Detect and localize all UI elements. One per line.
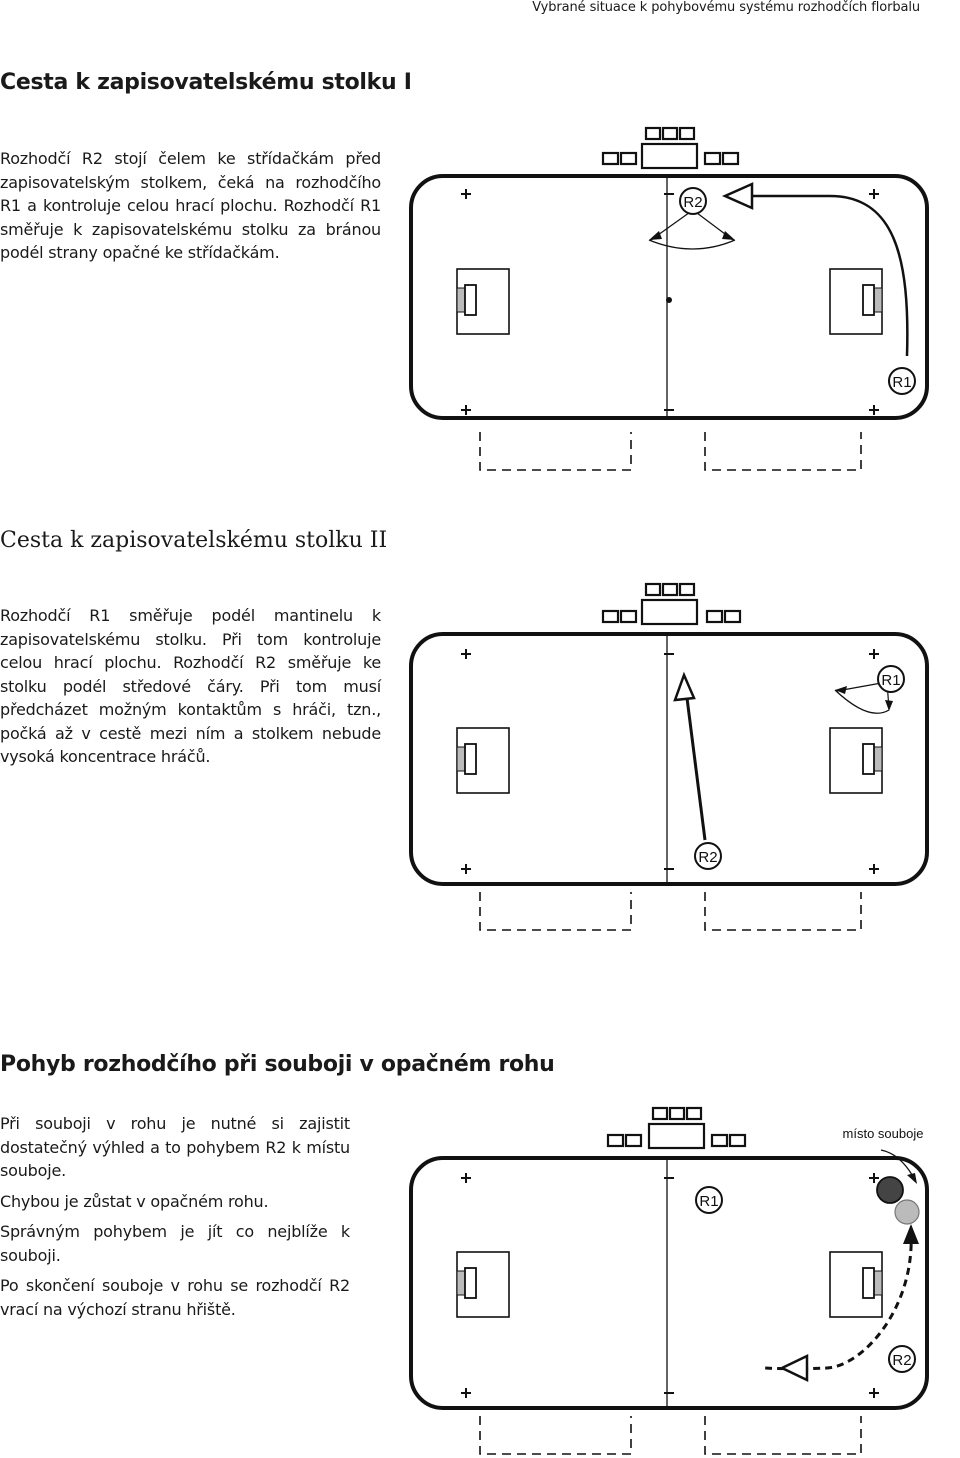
movement-arrow-r2 <box>687 698 705 840</box>
referee-label: R2 <box>683 194 703 211</box>
section-title-3: Pohyb rozhodčího při souboji v opačném rohu <box>0 1052 555 1077</box>
rink-boards <box>411 634 927 884</box>
scorer-table <box>603 584 740 624</box>
referee-r1-marker <box>696 1187 722 1213</box>
section-title-2: Cesta k zapisovatelskému stolku II <box>0 528 388 553</box>
referee-r2-marker <box>680 188 706 214</box>
referee-r2-marker <box>889 1346 915 1372</box>
player-dark <box>877 1177 903 1203</box>
rink-diagram-1 <box>395 118 955 478</box>
paragraph: Při souboji v rohu je nutné si zajistit dostatečný výhled a to pohybem R2 k místu souboje. <box>0 1114 350 1180</box>
section-text-3 <box>0 1112 350 1328</box>
paragraph: Po skončení souboje v rohu se rozhodčí R2 vrací na výchozí stranu hřiště. <box>0 1276 350 1319</box>
referee-label: R2 <box>698 849 718 866</box>
referee-label: R1 <box>892 374 912 391</box>
benches <box>480 1416 861 1454</box>
arrow-head <box>675 675 694 700</box>
scorer-table <box>608 1108 745 1148</box>
section-text-2 <box>0 604 381 769</box>
face-off-marks <box>461 1173 879 1398</box>
section-title-1: Cesta k zapisovatelskému stolku I <box>0 70 412 95</box>
section-text-1 <box>0 147 381 265</box>
view-arc-r1 <box>835 690 889 713</box>
rink-boards <box>411 1158 927 1408</box>
arrow-head <box>725 184 752 208</box>
goal-area-left <box>457 269 509 334</box>
scorer-table <box>603 128 738 168</box>
goal-area-left <box>457 1252 509 1317</box>
goal-area-right <box>830 269 882 334</box>
referee-label: R1 <box>881 672 901 689</box>
view-arc-r2 <box>649 240 735 249</box>
referee-label: R2 <box>892 1352 912 1369</box>
arrow-head <box>782 1356 807 1380</box>
movement-arrow-r1 <box>751 196 907 356</box>
paragraph: Rozhodčí R1 směřuje podél mantinelu k zapisovatelskému stolku. Při tom kontroluje celou hrací plochu. Rozhodčí R2 směřuje ke stolku podél středové čáry. Při tom musí předcházet možným kontaktům s hráči, tzn., počká až v cestě mezi ním a stolkem nebude vysoká koncentrace hráčů. <box>0 606 381 766</box>
battle-location-label: místo souboje <box>842 1126 924 1141</box>
goal-area-right <box>830 1252 882 1317</box>
paragraph: Správným pohybem je jít co nejblíže k souboji. <box>0 1222 350 1265</box>
face-off-marks <box>461 649 879 874</box>
rink-diagram-3 <box>395 1098 955 1458</box>
referee-r1-marker <box>889 368 915 394</box>
goal-area-left <box>457 728 509 793</box>
rink-diagram-2 <box>395 574 955 939</box>
paragraph: Rozhodčí R2 stojí čelem ke střídačkám před zapisovatelským stolkem, čeká na rozhodčího R1 a kontroluje celou hrací plochu. Rozhodčí R1 směřuje k zapisovatelskému stolku za bránou podél strany opačné ke střídačkám. <box>0 149 381 262</box>
goal-area-right <box>830 728 882 793</box>
benches <box>480 892 861 930</box>
referee-label: R1 <box>699 1193 719 1210</box>
referee-r2-marker <box>695 843 721 869</box>
center-spot <box>666 297 672 303</box>
paragraph: Chybou je zůstat v opačném rohu. <box>0 1191 269 1211</box>
running-header: Vybrané situace k pohybovému systému rozhodčích florbalu <box>532 0 920 15</box>
player-light <box>895 1200 919 1224</box>
referee-r1-marker <box>878 666 904 692</box>
benches <box>480 432 861 470</box>
